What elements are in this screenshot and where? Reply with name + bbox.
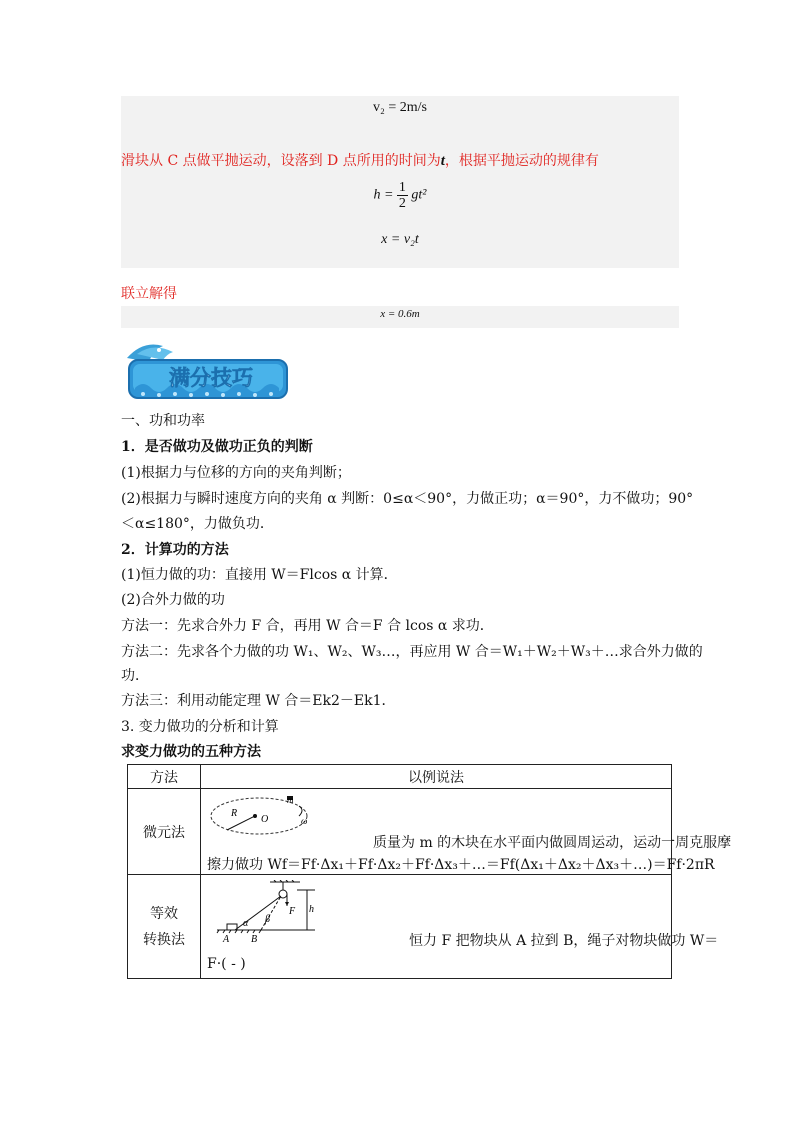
svg-text:m: m bbox=[287, 794, 294, 805]
para-angle-velocity-a: (2)根据力与瞬时速度方向的夹角 α 判断：0≤α＜90°，力做正功；α＝90°，力不做功；90° bbox=[121, 491, 694, 507]
row2-text-a: 恒力 F 把物块从 A 拉到 B，绳子对物块做功 W＝ bbox=[409, 932, 719, 949]
para-method-two-a: 方法二：先求各个力做的功 W₁、W₂、W₃…，再应用 W 合＝W₁＋W₂＋W₃＋…求合外力做的 bbox=[121, 644, 703, 660]
h-equation: h = $\frac{1}{2}$ gt² bbox=[373, 180, 427, 211]
x-equation: x = v₂t bbox=[381, 232, 419, 247]
row2-example bbox=[201, 875, 719, 979]
row1-text-b: 擦力做功 Wf＝Ff·Δx₁＋Ff·Δx₂＋Ff·Δx₃＋…＝Ff(Δx₁＋Δx₂＋Δx₃＋…)＝Ff·2πR bbox=[207, 856, 715, 873]
methods-table bbox=[127, 764, 732, 979]
section-variable-force: 3. 变力做功的分析和计算 bbox=[121, 719, 279, 735]
para-constant-force: (1)恒力做的功：直接用 W＝Flcos α 计算． bbox=[121, 567, 398, 583]
banner-title: 满分技巧 bbox=[169, 366, 253, 390]
combine-solve-label: 联立解得 bbox=[121, 286, 177, 302]
row1-method: 微元法 bbox=[128, 789, 201, 875]
section-work-power: 一、功和功率 bbox=[121, 413, 205, 429]
para-angle-velocity-b: ＜α≤180°，力做负功． bbox=[121, 516, 274, 532]
para-method-three: 方法三：利用动能定理 W 合＝Ek2－Ek1． bbox=[121, 693, 396, 709]
red-instruction: 滑块从 C 点做平抛运动，设落到 D 点所用的时间为t，根据平抛运动的规律有 bbox=[121, 153, 599, 169]
pulley-figure bbox=[215, 880, 325, 946]
svg-text:A: A bbox=[223, 933, 230, 945]
para-method-two-b: 功． bbox=[121, 668, 149, 684]
svg-text:h: h bbox=[309, 903, 314, 915]
svg-text:O: O bbox=[261, 813, 269, 825]
svg-text:B: B bbox=[251, 933, 258, 945]
heading-calc-work: 2．计算功的方法 bbox=[121, 542, 229, 558]
header-example: 以例说法 bbox=[201, 765, 672, 789]
svg-text:R: R bbox=[231, 807, 238, 819]
para-net-force: (2)合外力做的功 bbox=[121, 592, 225, 608]
header-method: 方法 bbox=[128, 765, 201, 789]
v2-equation: v₂ = 2m/s bbox=[372, 100, 427, 115]
svg-text:β: β bbox=[265, 913, 270, 925]
row2-text-b: F·( - ) bbox=[207, 955, 246, 972]
para-method-one: 方法一：先求合外力 F 合，再用 W 合＝F 合 lcos α 求功． bbox=[121, 618, 494, 634]
svg-text:ω: ω bbox=[301, 815, 308, 826]
para-angle-displacement: (1)根据力与位移的方向的夹角判断； bbox=[121, 465, 351, 481]
heading-five-methods: 求变力做功的五种方法 bbox=[121, 744, 261, 760]
heading-work-sign: 1．是否做功及做功正负的判断 bbox=[121, 439, 313, 455]
x-result: x = 0.6m bbox=[380, 308, 420, 320]
svg-text:α: α bbox=[243, 917, 249, 929]
row1-text-a: 质量为 m 的木块在水平面内做圆周运动，运动一周克服摩 bbox=[373, 834, 732, 851]
svg-text:F: F bbox=[289, 905, 296, 917]
table-header-row bbox=[128, 765, 672, 789]
circular-motion-figure bbox=[207, 792, 317, 838]
row2-method: 等效 转换法 bbox=[128, 875, 201, 979]
table-row bbox=[128, 789, 672, 875]
table-row bbox=[128, 875, 672, 979]
fraction-one-half: $\frac{1}{2}$ bbox=[398, 180, 406, 211]
row1-example bbox=[201, 789, 732, 875]
full-score-tips-banner bbox=[123, 338, 291, 402]
